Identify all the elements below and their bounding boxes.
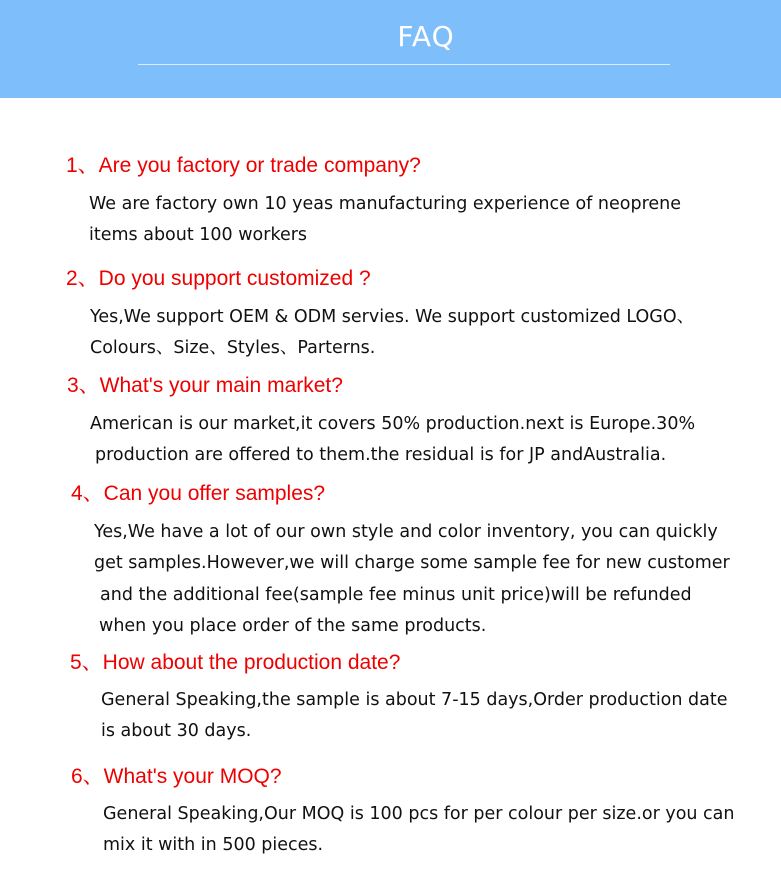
faq-question-3: 3、What's your main market? (67, 374, 343, 397)
faq-title: FAQ (397, 20, 455, 53)
faq-answer-3-line-1: American is our market,it covers 50% production.next is Europe.30% (90, 414, 696, 434)
faq-answer-6-line-2: mix it with in 500 pieces. (103, 835, 324, 855)
faq-question-2: 2、Do you support customized ? (66, 267, 371, 290)
faq-header-banner (0, 0, 781, 98)
faq-answer-4-line-4: when you place order of the same products. (99, 616, 487, 636)
faq-answer-3-line-2: production are offered to them.the residual is for JP andAustralia. (95, 445, 667, 465)
faq-question-5: 5、How about the production date? (70, 651, 401, 674)
faq-answer-2-line-1: Yes,We support OEM & ODM servies. We support customized LOGO、 (90, 307, 695, 327)
faq-question-6: 6、What's your MOQ? (71, 765, 282, 788)
header-divider (138, 64, 670, 65)
faq-answer-2-line-2: Colours、Size、Styles、Parterns. (90, 338, 376, 358)
faq-answer-1-line-1: We are factory own 10 yeas manufacturing experience of neoprene (89, 194, 682, 214)
faq-question-1: 1、Are you factory or trade company? (66, 154, 421, 177)
faq-answer-6-line-1: General Speaking,Our MOQ is 100 pcs for per colour per size.or you can (103, 804, 735, 824)
faq-answer-4-line-1: Yes,We have a lot of our own style and color inventory, you can quickly (94, 522, 718, 542)
faq-answer-5-line-2: is about 30 days. (101, 721, 252, 741)
faq-answer-4-line-3: and the additional fee(sample fee minus unit price)will be refunded (100, 585, 692, 605)
faq-answer-1-line-2: items about 100 workers (89, 225, 308, 245)
faq-answer-4-line-2: get samples.However,we will charge some sample fee for new customer (94, 553, 730, 573)
faq-question-4: 4、Can you offer samples? (71, 482, 326, 505)
faq-answer-5-line-1: General Speaking,the sample is about 7-15 days,Order production date (101, 690, 728, 710)
